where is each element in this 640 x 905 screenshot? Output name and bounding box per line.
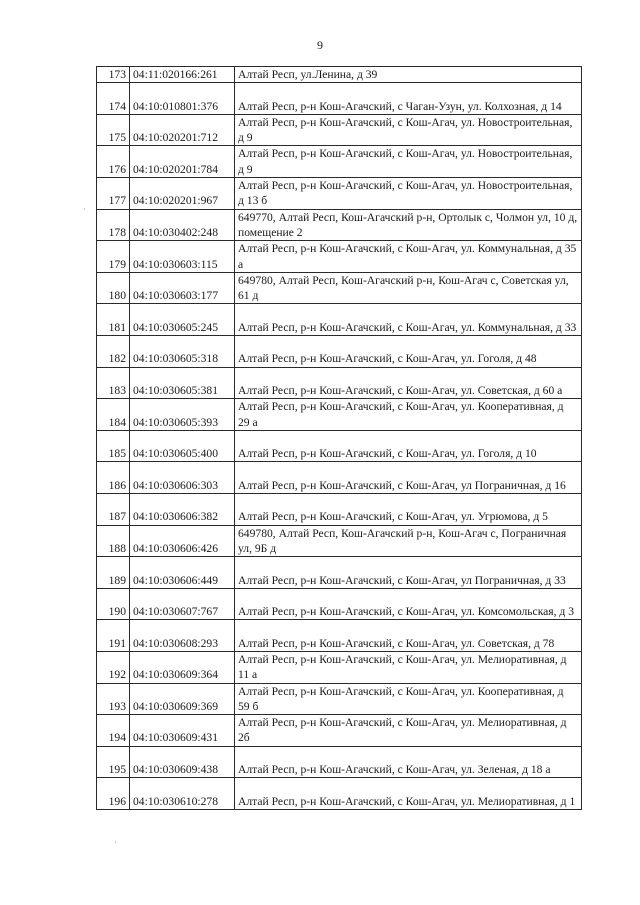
table-row bbox=[97, 399, 582, 431]
table-row bbox=[97, 304, 582, 336]
cadastral-number-cell: 04:10:030608:293 bbox=[130, 620, 235, 652]
address-cell: Алтай Респ, р-н Кош-Агачский, с Кош-Агач, ул. Зеленая, д 18 а bbox=[235, 746, 582, 778]
cadastral-number-cell: 04:10:030605:393 bbox=[130, 399, 235, 431]
table-row bbox=[97, 209, 582, 241]
row-number-cell: 193 bbox=[97, 683, 130, 715]
row-number-cell: 186 bbox=[97, 462, 130, 494]
row-number-cell: 195 bbox=[97, 746, 130, 778]
scan-speck: · bbox=[114, 838, 117, 847]
address-cell: Алтай Респ, р-н Кош-Агачский, с Кош-Агач, ул. Кооперативная, д 29 а bbox=[235, 399, 582, 431]
table-row bbox=[97, 746, 582, 778]
address-cell: Алтай Респ, р-н Кош-Агачский, с Чаган-Узун, ул. Колхозная, д 14 bbox=[235, 83, 582, 115]
table-row bbox=[97, 272, 582, 304]
cadastral-number-cell: 04:10:030607:767 bbox=[130, 588, 235, 620]
row-number-cell: 189 bbox=[97, 557, 130, 589]
table-row bbox=[97, 336, 582, 368]
cadastral-number-cell: 04:11:020166:261 bbox=[130, 67, 235, 83]
address-cell: Алтай Респ, р-н Кош-Агачский, с Кош-Агач, ул. Гоголя, д 48 bbox=[235, 336, 582, 368]
cadastral-number-cell: 04:10:030605:400 bbox=[130, 430, 235, 462]
cadastral-number-cell: 04:10:030609:364 bbox=[130, 651, 235, 683]
table-row bbox=[97, 114, 582, 146]
table-row bbox=[97, 67, 582, 83]
address-cell: Алтай Респ, р-н Кош-Агачский, с Кош-Агач, ул. Мелиоративная, д 1 bbox=[235, 778, 582, 810]
address-cell: Алтай Респ, р-н Кош-Агачский, с Кош-Агач, ул. Советская, д 60 а bbox=[235, 367, 582, 399]
row-number-cell: 175 bbox=[97, 114, 130, 146]
table-row bbox=[97, 620, 582, 652]
row-number-cell: 194 bbox=[97, 715, 130, 747]
cadastral-number-cell: 04:10:030605:381 bbox=[130, 367, 235, 399]
table-row bbox=[97, 525, 582, 557]
cadastral-number-cell: 04:10:030609:369 bbox=[130, 683, 235, 715]
cadastral-number-cell: 04:10:030603:115 bbox=[130, 241, 235, 273]
address-cell: Алтай Респ, р-н Кош-Агачский, с Кош-Агач, ул. Угрюмова, д 5 bbox=[235, 494, 582, 526]
row-number-cell: 185 bbox=[97, 430, 130, 462]
table-row bbox=[97, 557, 582, 589]
cadastral-number-cell: 04:10:020201:712 bbox=[130, 114, 235, 146]
address-cell: 649770, Алтай Респ, Кош-Агачский р-н, Ортолык с, Чолмон ул, 10 д, помещение 2 bbox=[235, 209, 582, 241]
table-row bbox=[97, 178, 582, 210]
row-number-cell: 173 bbox=[97, 67, 130, 83]
address-cell: 649780, Алтай Респ, Кош-Агачский р-н, Кош-Агач с, Советская ул, 61 д bbox=[235, 272, 582, 304]
property-registry-table bbox=[96, 66, 582, 810]
address-cell: Алтай Респ, р-н Кош-Агачский, с Кош-Агач, ул. Коммунальная, д 35 а bbox=[235, 241, 582, 273]
table-body bbox=[97, 67, 582, 810]
row-number-cell: 187 bbox=[97, 494, 130, 526]
cadastral-number-cell: 04:10:010801:376 bbox=[130, 83, 235, 115]
table-row bbox=[97, 715, 582, 747]
row-number-cell: 182 bbox=[97, 336, 130, 368]
cadastral-number-cell: 04:10:030606:382 bbox=[130, 494, 235, 526]
table-row bbox=[97, 83, 582, 115]
table-row bbox=[97, 651, 582, 683]
address-cell: Алтай Респ, р-н Кош-Агачский, с Кош-Агач, ул Пограничная, д 33 bbox=[235, 557, 582, 589]
address-cell: Алтай Респ, р-н Кош-Агачский, с Кош-Агач, ул. Комсомольская, д 3 bbox=[235, 588, 582, 620]
row-number-cell: 174 bbox=[97, 83, 130, 115]
cadastral-number-cell: 04:10:030610:278 bbox=[130, 778, 235, 810]
row-number-cell: 191 bbox=[97, 620, 130, 652]
cadastral-number-cell: 04:10:030609:431 bbox=[130, 715, 235, 747]
table-row bbox=[97, 241, 582, 273]
address-cell: Алтай Респ, ул.Ленина, д 39 bbox=[235, 67, 582, 83]
address-cell: Алтай Респ, р-н Кош-Агачский, с Кош-Агач, ул. Новостроительная, д 9 bbox=[235, 146, 582, 178]
row-number-cell: 180 bbox=[97, 272, 130, 304]
cadastral-number-cell: 04:10:030606:303 bbox=[130, 462, 235, 494]
table-row bbox=[97, 588, 582, 620]
address-cell: Алтай Респ, р-н Кош-Агачский, с Кош-Агач, ул. Кооперативная, д 59 б bbox=[235, 683, 582, 715]
row-number-cell: 184 bbox=[97, 399, 130, 431]
row-number-cell: 178 bbox=[97, 209, 130, 241]
cadastral-number-cell: 04:10:030609:438 bbox=[130, 746, 235, 778]
address-cell: Алтай Респ, р-н Кош-Агачский, с Кош-Агач, ул. Мелиоративная, д 2б bbox=[235, 715, 582, 747]
row-number-cell: 176 bbox=[97, 146, 130, 178]
cadastral-number-cell: 04:10:030605:318 bbox=[130, 336, 235, 368]
cadastral-number-cell: 04:10:030603:177 bbox=[130, 272, 235, 304]
table-row bbox=[97, 462, 582, 494]
row-number-cell: 196 bbox=[97, 778, 130, 810]
table-row bbox=[97, 146, 582, 178]
page-number: 9 bbox=[317, 38, 323, 52]
table-row bbox=[97, 683, 582, 715]
scan-speck: · bbox=[83, 205, 86, 214]
address-cell: Алтай Респ, р-н Кош-Агачский, с Кош-Агач, ул. Мелиоративная, д 11 а bbox=[235, 651, 582, 683]
cadastral-number-cell: 04:10:030606:426 bbox=[130, 525, 235, 557]
table-row bbox=[97, 367, 582, 399]
cadastral-number-cell: 04:10:020201:967 bbox=[130, 178, 235, 210]
table-row bbox=[97, 494, 582, 526]
cadastral-number-cell: 04:10:030605:245 bbox=[130, 304, 235, 336]
row-number-cell: 183 bbox=[97, 367, 130, 399]
address-cell: Алтай Респ, р-н Кош-Агачский, с Кош-Агач, ул. Новостроительная, д 13 б bbox=[235, 178, 582, 210]
address-cell: Алтай Респ, р-н Кош-Агачский, с Кош-Агач, ул. Коммунальная, д 33 bbox=[235, 304, 582, 336]
cadastral-number-cell: 04:10:030402:248 bbox=[130, 209, 235, 241]
row-number-cell: 177 bbox=[97, 178, 130, 210]
table-row bbox=[97, 430, 582, 462]
address-cell: Алтай Респ, р-н Кош-Агачский, с Кош-Агач, ул Пограничная, д 16 bbox=[235, 462, 582, 494]
address-cell: Алтай Респ, р-н Кош-Агачский, с Кош-Агач, ул. Гоголя, д 10 bbox=[235, 430, 582, 462]
row-number-cell: 192 bbox=[97, 651, 130, 683]
table-row bbox=[97, 778, 582, 810]
row-number-cell: 181 bbox=[97, 304, 130, 336]
row-number-cell: 179 bbox=[97, 241, 130, 273]
row-number-cell: 190 bbox=[97, 588, 130, 620]
address-cell: 649780, Алтай Респ, Кош-Агачский р-н, Кош-Агач с, Пограничная ул, 9Б д bbox=[235, 525, 582, 557]
cadastral-number-cell: 04:10:030606:449 bbox=[130, 557, 235, 589]
address-cell: Алтай Респ, р-н Кош-Агачский, с Кош-Агач, ул. Советская, д 78 bbox=[235, 620, 582, 652]
cadastral-number-cell: 04:10:020201:784 bbox=[130, 146, 235, 178]
row-number-cell: 188 bbox=[97, 525, 130, 557]
address-cell: Алтай Респ, р-н Кош-Агачский, с Кош-Агач, ул. Новостроительная, д 9 bbox=[235, 114, 582, 146]
